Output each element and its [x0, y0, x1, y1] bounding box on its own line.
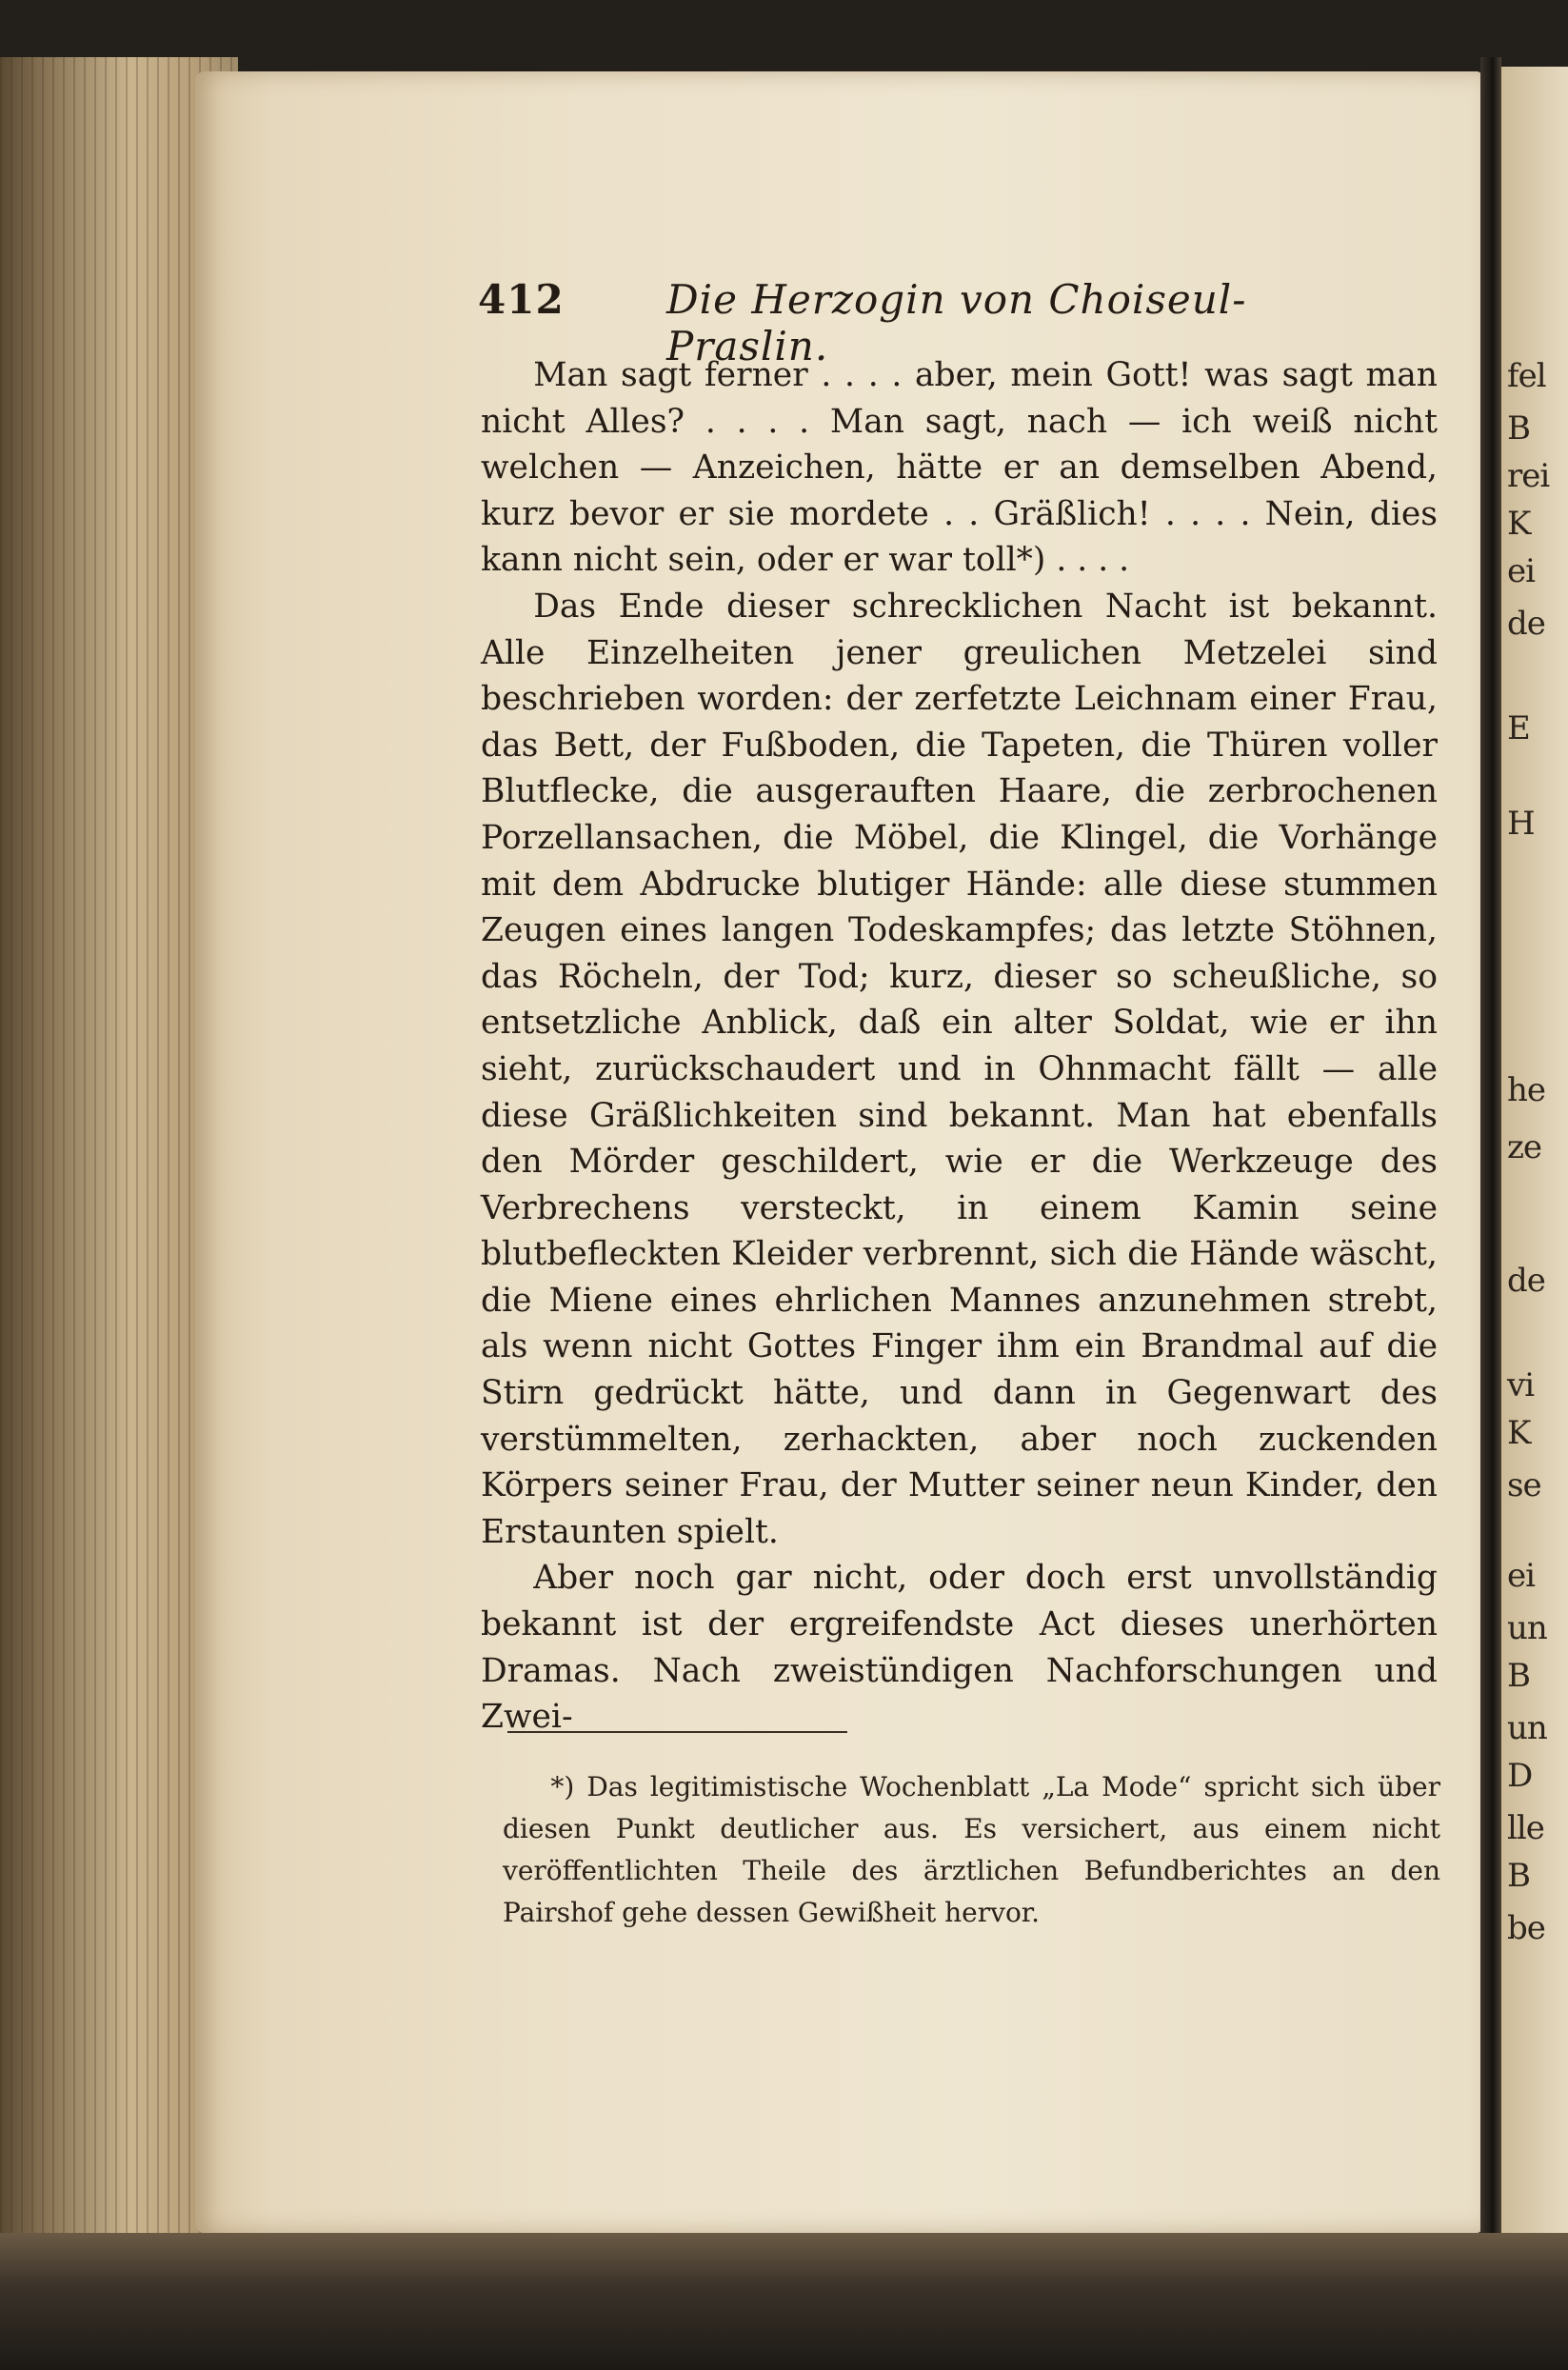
book-gutter: [1480, 57, 1501, 2276]
facing-page-fragment: D: [1507, 1757, 1533, 1795]
paragraph-2: Das Ende dieser schrecklichen Nacht ist bekannt. Alle Einzelheiten jener greulichen Metzelei sind beschrieben worden: der zerfetzte Leichnam einer Frau, das Bett, der Fußboden, die Tapeten, die Thüren voller Blutflecke, die ausgerauften Haare, die zerbrochenen Porzellansachen, die Möbel, die Klingel, die Vorhänge mit dem Abdrucke blutiger Hände: alle diese stummen Zeugen eines langen Todeskampfes; das letzte Stöhnen, das Röcheln, der Tod; kurz, dieser so scheußliche, so entsetzliche Anblick, daß ein alter Soldat, wie er ihn sieht, zurückschaudert und in Ohnmacht fällt — alle diese Gräßlichkeiten sind bekannt. Man hat ebenfalls den Mörder geschildert, wie er die Werkzeuge des Verbrechens versteckt, in einem Kamin seine blutbefleckten Kleider verbrennt, sich die Hände wäscht, die Miene eines ehrlichen Mannes anzunehmen strebt, als wenn nicht Gottes Finger ihm ein Brandmal auf die Stirn gedrückt hätte, und dann in Gegenwart des verstümmelten, zerhackten, aber noch zuckenden Körpers seiner Frau, der Mutter seiner neun Kinder, den Erstaunten spielt.: [481, 587, 1438, 1551]
facing-page-fragment: ze: [1507, 1128, 1542, 1166]
facing-page-fragment: un: [1507, 1609, 1547, 1647]
footnote: *) Das legitimistische Wochenblatt „La Mode“ spricht sich über diesen Punkt deutlicher aus. Es versichert, aus einem nicht veröffentlichten Theile des ärztlichen Befundberichtes an den Pairshof gehe dessen Gewißheit hervor.: [503, 1771, 1440, 1928]
facing-page-edge: [1501, 67, 1568, 2257]
page-number: 412: [478, 276, 565, 323]
facing-page-fragment: B: [1507, 409, 1530, 448]
facing-page-fragment: de: [1507, 605, 1545, 643]
facing-page-fragment: K: [1507, 505, 1531, 543]
facing-page-fragment: un: [1507, 1709, 1547, 1747]
facing-page-fragment: K: [1507, 1414, 1531, 1452]
facing-page-fragment: ei: [1507, 1557, 1535, 1595]
facing-page-fragment: he: [1507, 1071, 1546, 1109]
paragraph-3: Aber noch gar nicht, oder doch erst unvollständig bekannt ist der ergreifendste Act dieses unerhörten Dramas. Nach zweistündigen Nachforschungen und Zwei-: [481, 1559, 1438, 1737]
facing-page-fragment: B: [1507, 1857, 1530, 1895]
facing-page-fragment: E: [1507, 709, 1530, 747]
facing-page-fragment: vi: [1507, 1366, 1535, 1404]
scan-bottom-edge: [0, 2233, 1568, 2370]
running-title: Die Herzogin von Choiseul-Praslin.: [666, 276, 1247, 369]
facing-page-fragment: lle: [1507, 1809, 1544, 1847]
facing-page-fragment: H: [1507, 805, 1535, 843]
facing-page-fragment: ei: [1507, 552, 1535, 590]
footnote-rule: [507, 1731, 847, 1733]
facing-page-fragment: B: [1507, 1657, 1530, 1695]
facing-page-fragment: rei: [1507, 457, 1550, 495]
main-text: [481, 352, 1438, 1741]
facing-page-fragment: fel: [1507, 357, 1546, 395]
facing-page-fragment: se: [1507, 1466, 1541, 1504]
paragraph-1: Man sagt ferner . . . . aber, mein Gott! was sagt man nicht Alles? . . . . Man sagt, nach — ich weiß nicht welchen — Anzeichen, hätte er an demselben Abend, kurz bevor er sie mordete . . Gräßlich! . . . . Nein, dies kann nicht sein, oder er war toll*) . . . .: [481, 356, 1438, 580]
facing-page-fragment: de: [1507, 1262, 1545, 1300]
running-header: [478, 276, 1268, 369]
facing-page-fragment: be: [1507, 1909, 1545, 1947]
